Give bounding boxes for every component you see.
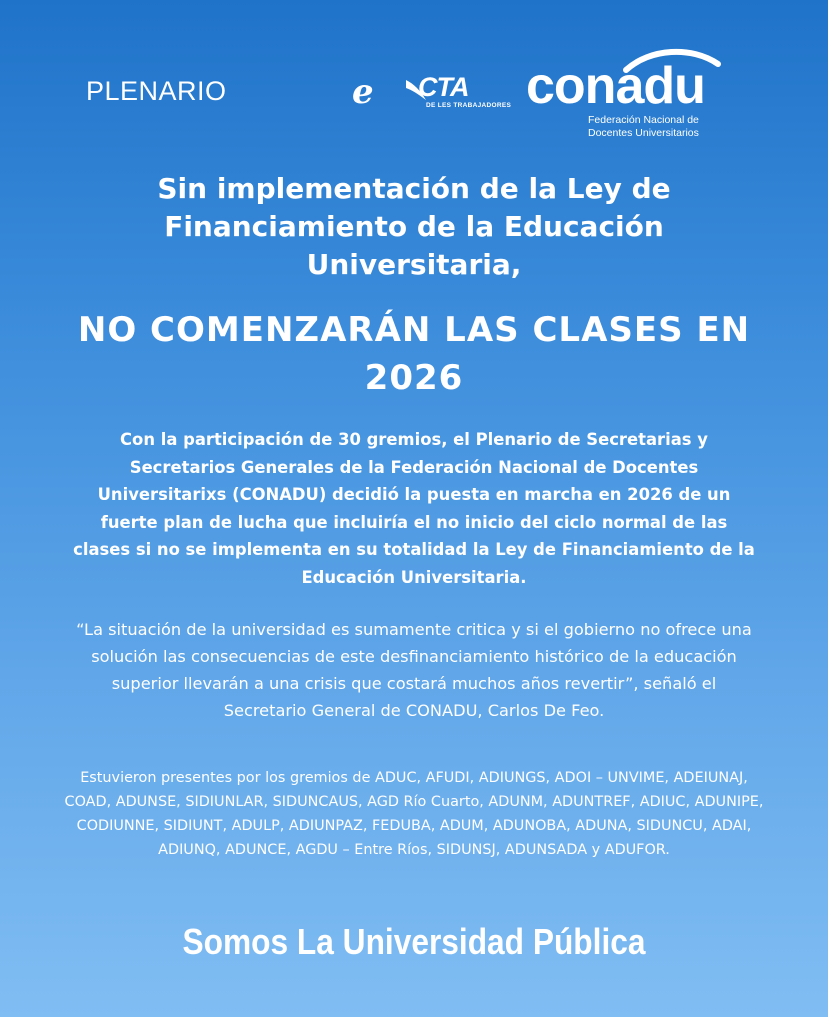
subheadline: NO COMENZARÁN LAS CLASES EN 2026 <box>77 310 751 398</box>
attendance-paragraph: Estuvieron presentes por los gremios de ADUC, AFUDI, ADIUNGS, ADOI – UNVIME, ADEIUNAJ, COAD, ADUNSE, SIDIUNLAR, SIDUNCAUS, AGD Río Cuarto, ADUNM, ADUNTREF, ADIUC, ADUNIPE, CODIUNNE, SIDIUNT, ADULP, ADIUNPAZ, FEDUBA, ADUM, ADUNOBA, ADUNA, SIDUNCU, ADAI, ADIUNQ, ADUNCE, AGDU – Entre Ríos, SIDUNSJ, ADUNSADA y ADUFOR. <box>64 770 764 858</box>
slogan: Somos La Universidad Pública <box>182 921 646 962</box>
e-logo: e <box>352 72 374 112</box>
conadu-logo-subtitle: Federación Nacional de Docentes Universitarios <box>588 114 699 139</box>
cta-logo-text: CTA <box>418 72 469 102</box>
headline: Sin implementación de la Ley de Financiamiento de la Educación Universitaria, <box>157 172 671 281</box>
quote-paragraph: “La situación de la universidad es sumamente critica y si el gobierno no ofrece una solución las consecuencias de este desfinanciamiento histórico de la educación superior llevarán a una crisis que costará muchos años revertir”, señaló el Secretario General de CONADU, Carlos De Feo. <box>76 620 752 720</box>
plenario-label: PLENARIO <box>86 76 227 106</box>
cta-logo-subtext: DE LES TRABAJADORES <box>426 102 512 109</box>
conadu-logo-text: conadu <box>526 57 705 115</box>
header <box>0 0 828 160</box>
cta-logo <box>404 72 512 114</box>
intro-paragraph: Con la participación de 30 gremios, el Plenario de Secretarias y Secretarios Generales de la Federación Nacional de Docentes Universitarixs (CONADU) decidió la puesta en marcha en 2026 de un fuerte plan de lucha que incluiría el no inicio del ciclo normal de las clases si no se implementa en su totalidad la Ley de Financiamiento de la Educación Universitaria. <box>73 430 755 587</box>
